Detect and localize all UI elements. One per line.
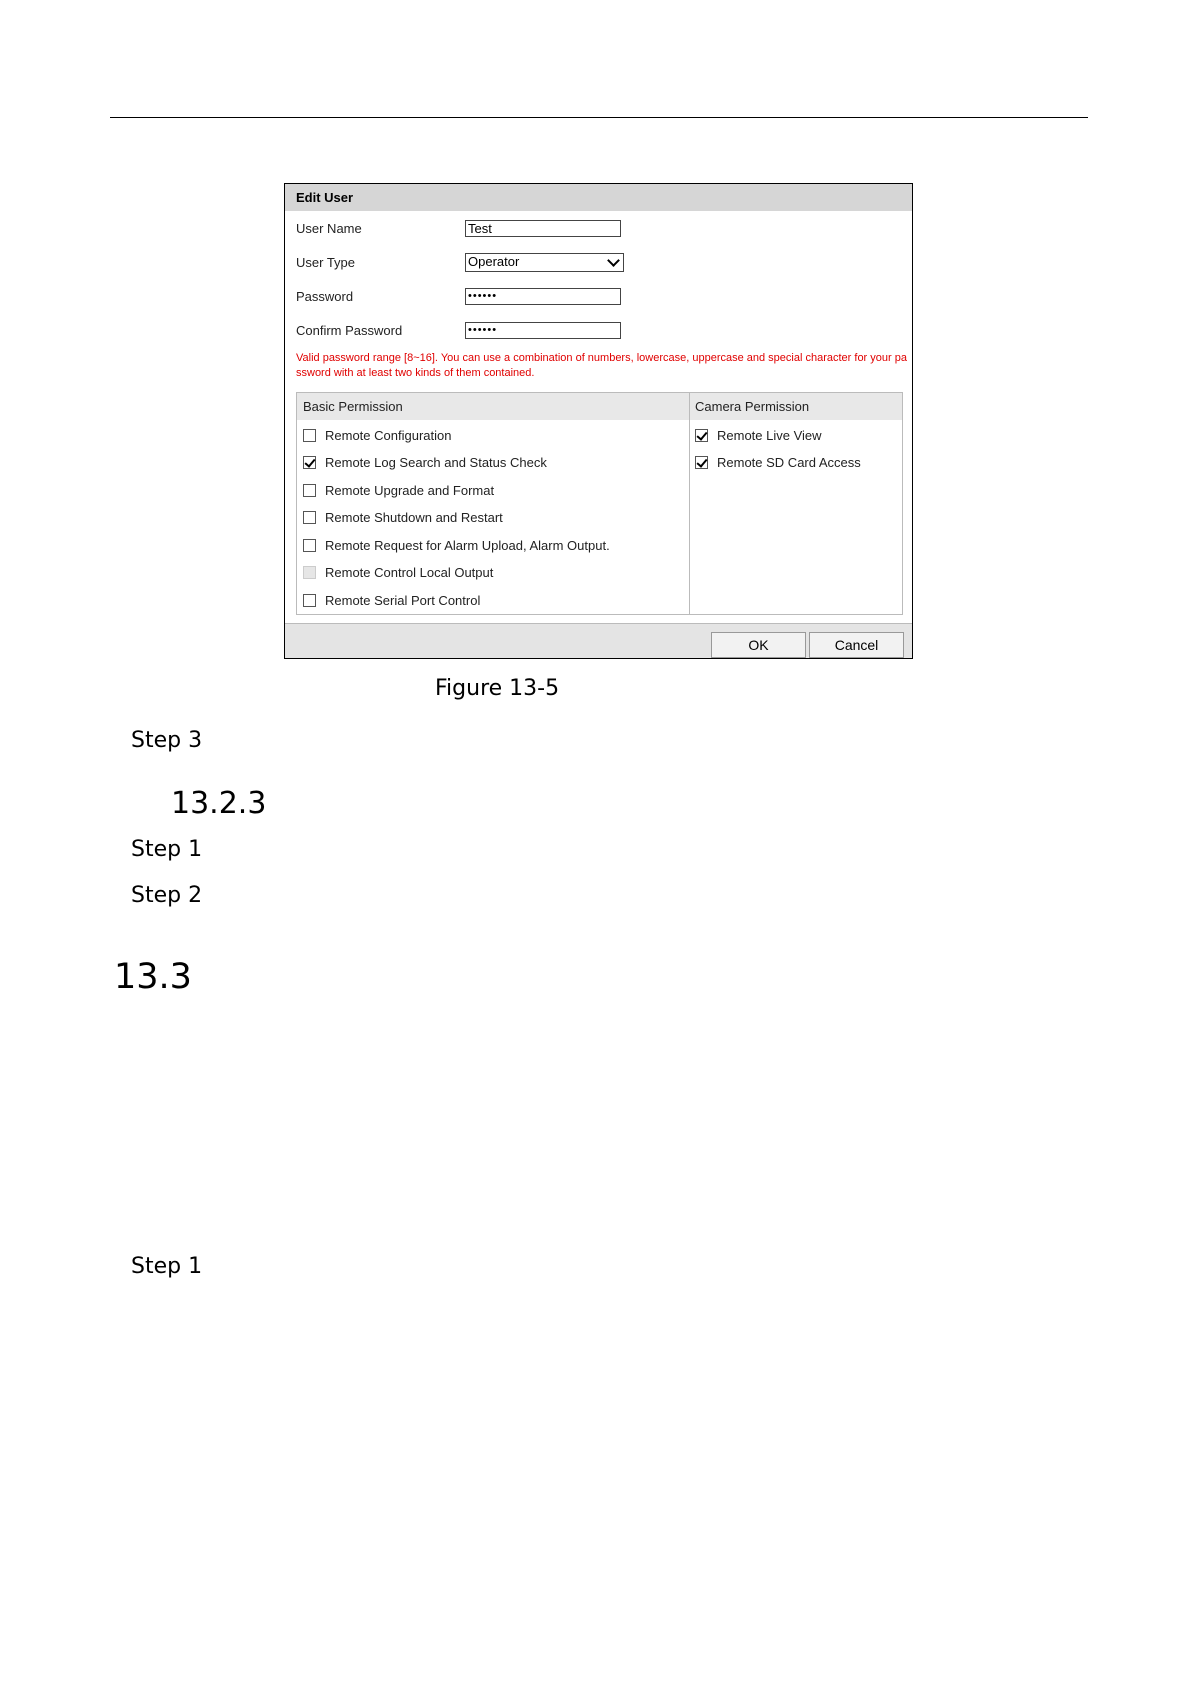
permission-divider	[689, 393, 690, 614]
permission-label: Remote Live View	[717, 428, 822, 443]
cancel-button[interactable]: Cancel	[809, 632, 904, 658]
permission-label: Remote Shutdown and Restart	[325, 510, 503, 525]
dialog-title: Edit User	[285, 184, 912, 211]
basic-permission-header: Basic Permission	[297, 393, 689, 420]
step-label: Step 3	[131, 728, 203, 753]
chapter-heading: 13.3	[114, 957, 192, 997]
dialog-footer	[285, 623, 912, 658]
checkbox[interactable]	[303, 456, 316, 469]
check-icon	[696, 456, 707, 468]
checkbox[interactable]	[303, 594, 316, 607]
edit-user-dialog	[284, 183, 913, 659]
section-heading: 13.2.3	[171, 786, 267, 821]
permission-label: Remote Serial Port Control	[325, 593, 481, 608]
figure-caption: Figure 13-5	[435, 676, 560, 701]
step-label: Step 1	[131, 1254, 203, 1279]
user-type-label: User Type	[296, 255, 356, 270]
checkbox[interactable]	[303, 511, 316, 524]
checkbox[interactable]	[695, 456, 708, 469]
check-icon	[696, 429, 707, 441]
confirm-password-input[interactable]: ••••••	[465, 322, 621, 339]
step-label: Step 2	[131, 883, 203, 908]
user-type-select[interactable]	[465, 253, 624, 272]
checkbox[interactable]	[695, 429, 708, 442]
permission-label: Remote Log Search and Status Check	[325, 455, 547, 470]
camera-permission-header: Camera Permission	[689, 393, 902, 420]
step-label: Step 1	[131, 837, 203, 862]
user-name-label: User Name	[296, 221, 362, 236]
checkbox	[303, 566, 316, 579]
permission-label: Remote Configuration	[325, 428, 452, 443]
password-hint: Valid password range [8~16]. You can use a combination of numbers, lowercase, uppercase and special character for your pa ssword with at least two kinds of them contained.	[296, 352, 907, 379]
confirm-password-label: Confirm Password	[296, 323, 403, 338]
ok-button[interactable]: OK	[711, 632, 806, 658]
permission-label: Remote Control Local Output	[325, 565, 494, 580]
user-type-value: Operator	[468, 254, 520, 269]
checkbox[interactable]	[303, 539, 316, 552]
password-input[interactable]: ••••••	[465, 288, 621, 305]
password-label: Password	[296, 289, 354, 304]
header-rule	[110, 117, 1088, 118]
checkbox[interactable]	[303, 484, 316, 497]
permission-label: Remote SD Card Access	[717, 455, 861, 470]
user-name-input[interactable]: Test	[465, 220, 621, 237]
chevron-down-icon	[607, 254, 620, 267]
checkbox[interactable]	[303, 429, 316, 442]
check-icon	[304, 456, 315, 468]
permission-label: Remote Request for Alarm Upload, Alarm Output.	[325, 538, 610, 553]
permission-label: Remote Upgrade and Format	[325, 483, 495, 498]
permission-panel	[296, 392, 903, 615]
